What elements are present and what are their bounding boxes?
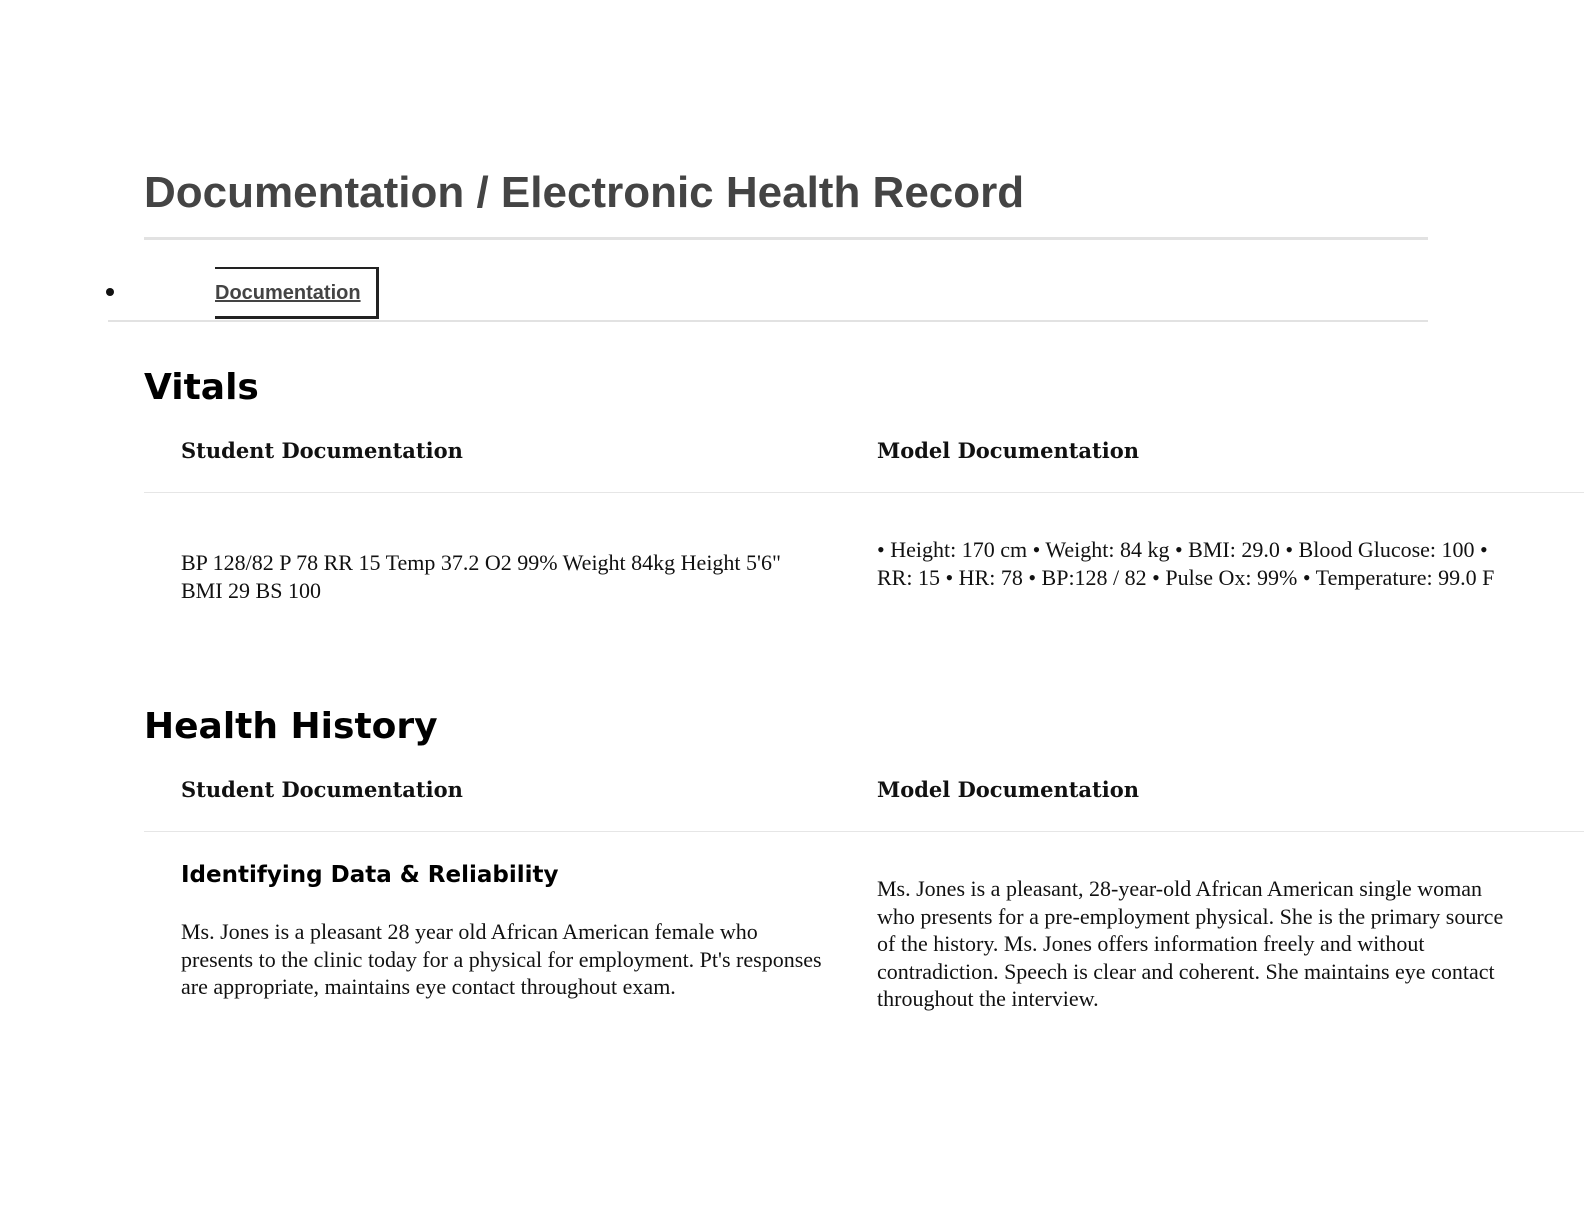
tab-list-bullet [106, 288, 114, 296]
tab-documentation-link[interactable]: Documentation [215, 282, 361, 304]
title-divider [144, 237, 1428, 240]
vitals-model-header: Model Documentation [877, 438, 1139, 463]
section-title-health-history: Health History [144, 706, 438, 747]
page-title: Documentation / Electronic Health Record [144, 168, 1025, 217]
vitals-model-text: • Height: 170 cm • Weight: 84 kg • BMI: 29.0 • Blood Glucose: 100 • RR: 15 • HR: 78 • BP:128 / 82 • Pulse Ox: 99% • Temperature: 99.0 F [877, 537, 1495, 590]
identifying-data-subheading: Identifying Data & Reliability [181, 862, 559, 888]
history-student-header: Student Documentation [181, 777, 463, 802]
history-header-divider [144, 831, 1584, 832]
history-model-header: Model Documentation [877, 777, 1139, 802]
history-student-text: Ms. Jones is a pleasant 28 year old African American female who presents to the clinic today for a physical for employment. Pt's responses are appropriate, maintains eye contact throughout exam. [181, 919, 822, 999]
tab-documentation[interactable] [215, 267, 379, 319]
vitals-header-divider [144, 492, 1584, 493]
vitals-student-text: BP 128/82 P 78 RR 15 Temp 37.2 O2 99% Weight 84kg Height 5'6" BMI 29 BS 100 [181, 550, 781, 603]
history-model-text: Ms. Jones is a pleasant, 28-year-old African American single woman who presents for a pre-employment physical. She is the primary source of the history. Ms. Jones offers information freely and without contradiction. Speech is clear and coherent. She maintains eye contact throughout the interview. [877, 876, 1504, 1011]
tab-bar-divider [108, 320, 1428, 322]
section-title-vitals: Vitals [144, 367, 259, 408]
vitals-student-header: Student Documentation [181, 438, 463, 463]
